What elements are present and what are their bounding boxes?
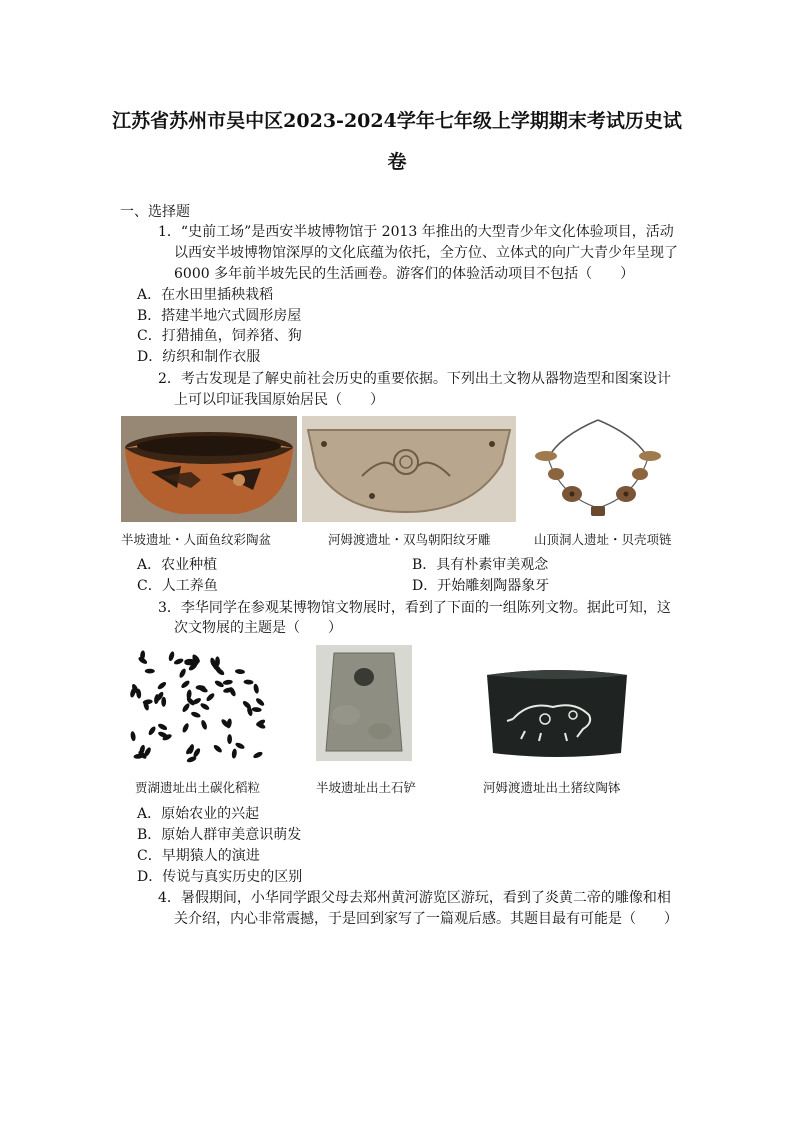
q3-caption-1: 贾湖遗址出土碳化稻粒 (135, 780, 261, 795)
q2-stem-line2: 上可以印证我国原始居民（ ） (174, 392, 384, 408)
q2-option-b: B．具有朴素审美观念 (412, 557, 549, 573)
q3-stem-line2: 次文物展的主题是（ ） (174, 620, 342, 636)
q2-option-c: C．人工养鱼 (137, 578, 218, 594)
q1-stem-line1: 1．“史前工场”是西安半坡博物馆于 2013 年推出的大型青少年文化体验项目，活动 (158, 224, 674, 240)
q1-stem-line2: 以西安半坡博物馆深厚的文化底蕴为依托，全方位、立体式的向广大青少年呈现了 (174, 245, 678, 261)
pig-pattern-bowl-photo (483, 665, 631, 761)
q1-option-b: B．搭建半地穴式圆形房屋 (137, 308, 302, 324)
q3-caption-3: 河姆渡遗址出土猪纹陶钵 (483, 780, 621, 795)
q3-option-c: C．早期猿人的演进 (137, 848, 260, 864)
pottery-basin-photo (121, 416, 297, 522)
section-heading: 一、选择题 (120, 204, 190, 220)
document-title-line1: 江苏省苏州市吴中区2023-2024学年七年级上学期期末考试历史试 (112, 110, 682, 132)
shell-necklace-photo (530, 416, 666, 522)
carbonized-rice-photo (122, 645, 272, 771)
q1-stem-line3: 6000 多年前半坡先民的生活画卷。游客们的体验活动项目不包括（ ） (174, 266, 635, 282)
q2-option-d: D．开始雕刻陶器象牙 (412, 578, 550, 594)
ivory-carving-photo (302, 416, 516, 522)
q2-caption-2: 河姆渡遗址・双鸟朝阳纹牙雕 (328, 532, 491, 547)
q2-caption-1: 半坡遗址・人面鱼纹彩陶盆 (121, 532, 272, 547)
q3-option-b: B．原始人群审美意识萌发 (137, 827, 302, 843)
document-title-line2: 卷 (387, 151, 407, 173)
q1-option-d: D．纺织和制作衣服 (137, 349, 261, 365)
q4-stem-line2: 关介绍，内心非常震撼，于是回到家写了一篇观后感。其题目最有可能是（ ） (174, 911, 678, 927)
q1-option-c: C．打猎捕鱼，饲养猪、狗 (137, 328, 302, 344)
q2-stem-line1: 2．考古发现是了解史前社会历史的重要依据。下列出土文物从器物造型和图案设计 (158, 371, 671, 387)
q4-stem-line1: 4．暑假期间，小华同学跟父母去郑州黄河游览区游玩，看到了炎黄二帝的雕像和相 (158, 890, 671, 906)
q3-option-d: D．传说与真实历史的区别 (137, 869, 303, 885)
q1-option-a: A．在水田里插秧栽稻 (137, 287, 274, 303)
q3-option-a: A．原始农业的兴起 (137, 806, 260, 822)
q3-caption-2: 半坡遗址出土石铲 (316, 780, 417, 795)
q2-caption-3: 山顶洞人遗址・贝壳项链 (534, 532, 672, 547)
q3-stem-line1: 3．李华同学在参观某博物馆文物展时，看到了下面的一组陈列文物。据此可知，这 (158, 600, 671, 616)
stone-spade-photo (316, 645, 412, 761)
q2-option-a: A．农业种植 (137, 557, 218, 573)
